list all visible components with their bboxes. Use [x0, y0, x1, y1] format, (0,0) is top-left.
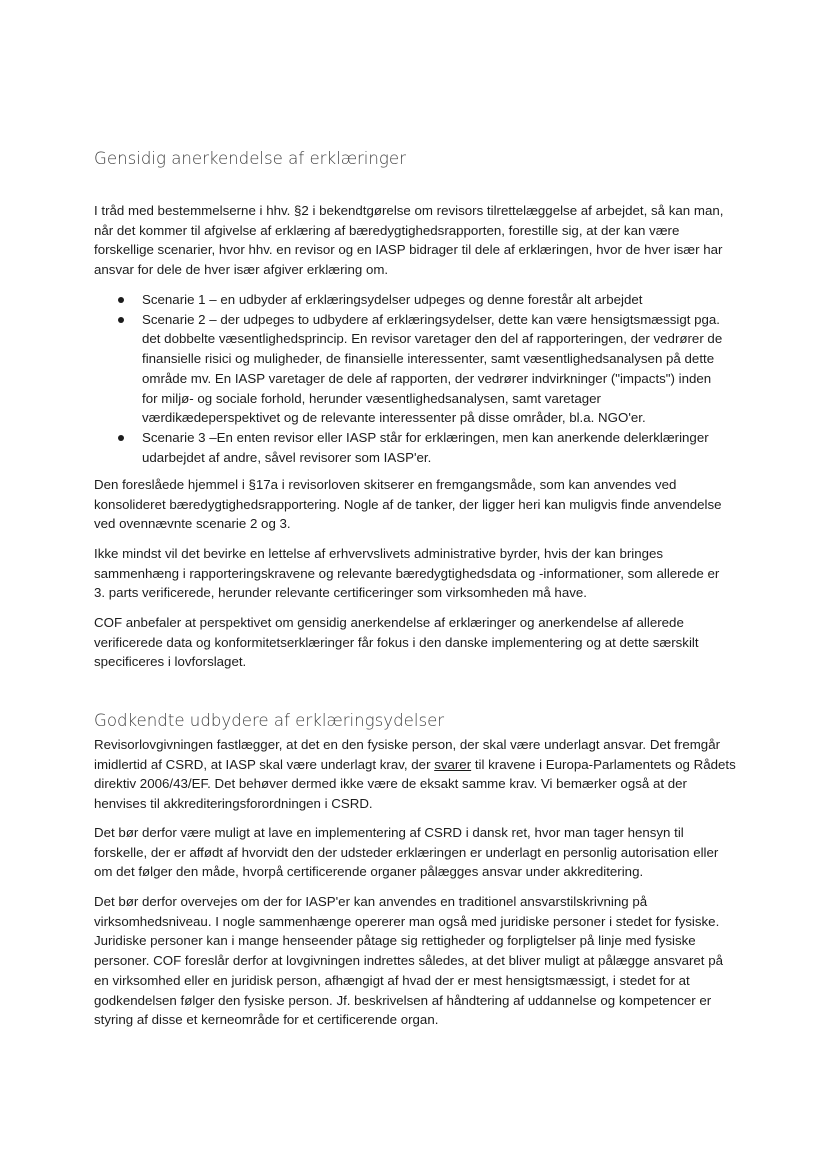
text-line: Den foreslåede hjemmel i §17a i revisorloven skitserer en fremgangsmåde, som kan anvendes ved — [94, 477, 677, 492]
text-fragment: til kravene i Europa-Parlamentets og Rådets — [471, 756, 736, 772]
text-line: Ikke mindst vil det bevirke en lettelse af erhvervslivets administrative byrder, hvis der kan bringes — [94, 546, 664, 561]
text-line: forskellige scenarier, hvor hhv. en revisor og en IASP bidrager til dele af erklæringen, hvor de hver især har — [94, 242, 723, 258]
text-line: personer. COF foreslår derfor at lovgivningen indrettes således, at det bliver muligt at pålægge ansvaret på — [94, 953, 723, 969]
text-line: værdikædeperspektivet og de relevante interessenter på disse områder, bl.a. NGO'er. — [142, 410, 646, 426]
bullet-icon — [118, 317, 124, 323]
text-line: når det kommer til afgivelse af erklæring af bæredygtighedsrapporten, forestille sig, at der kan være — [94, 222, 680, 238]
paragraph-cof-recommendation — [94, 613, 744, 672]
paragraph-administrative-burdens — [94, 544, 744, 603]
text-line: specificeres i lovforslaget. — [94, 654, 247, 670]
text-line — [94, 755, 744, 775]
text-line: ansvar for dele de hver især afgiver erklæring om. — [94, 262, 389, 278]
paragraph-responsibility — [94, 892, 744, 1030]
text-line: udarbejdet af andre, såvel revisorer som IASP'er. — [142, 449, 432, 465]
text-line: godkendelsen følger den fysiske person. Jf. beskrivelsen af håndtering af uddannelse og kompetencer er — [94, 992, 712, 1008]
text-line: en virksomhed eller en juridisk person, afhængigt af hvad der er mest hensigtsmæssigt, i stedet for at — [94, 972, 690, 988]
list-item-scenario-2 — [94, 310, 754, 428]
text-line: virksomhedsniveau. I nogle sammenhænge opererer man også med juridiske personer i stedet for fysiske. — [94, 913, 720, 929]
text-line: Juridiske personer kan i mange henseender påtage sig rettigheder og forpligtelser på linje med fysiske — [94, 933, 696, 949]
scenario-list — [94, 290, 754, 467]
text-line: COF anbefaler at perspektivet om gensidig anerkendelse af erklæringer og anerkendelse af allerede — [94, 615, 684, 630]
text-line: sammenhæng i rapporteringskravene og relevante bæredygtighedsdata og -informationer, som allerede er — [94, 565, 720, 581]
text-line: Revisorlovgivningen fastlægger, at det en den fysiske person, der skal være underlagt ansvar. Det fremgår — [94, 737, 721, 752]
text-line: I tråd med bestemmelserne i hhv. §2 i bekendtgørelse om revisors tilrettelæggelse af arbejdet, så kan man, — [94, 203, 724, 218]
text-line: Scenarie 2 – der udpeges to udbydere af erklæringsydelser, dette kan være hensigtsmæssigt pga. — [142, 311, 721, 327]
text-fragment: imidlertid af CSRD, at IASP skal være underlagt krav, der — [94, 756, 435, 772]
bullet-icon — [118, 435, 124, 441]
text-line: forskelle, der er affødt af hvorvidt den der udsteder erklæringen er underlagt en personlig autorisation eller — [94, 844, 719, 860]
list-item-scenario-3 — [94, 428, 754, 467]
text-line: styring af disse et kerneområde for et certificerende organ. — [94, 1012, 439, 1028]
underlined-word: svarer — [434, 756, 472, 772]
text-line: 3. parts verificerede, herunder relevante certificeringer som virksomheden må have. — [94, 585, 587, 601]
text-line: om det følger den måde, hvorpå certificerende organer pålægges ansvar under akkreditering. — [94, 864, 644, 880]
paragraph-implementation — [94, 823, 744, 882]
text-line: henvises til akkrediteringsforordningen i CSRD. — [94, 796, 373, 812]
section-heading-approved-providers: Godkendte udbydere af erklæringsydelser — [94, 711, 445, 730]
paragraph-hjemmel — [94, 475, 744, 534]
text-line: område mv. En IASP varetager de dele af rapporten, der vedrører indvirkninger ("impacts") inden — [142, 370, 712, 386]
text-line: verificerede data og konformitetserklæringer får fokus i den danske implementering og at dette særskilt — [94, 634, 699, 650]
text-line: finansielle risici og muligheder, de finansielle interessenter, samt væsentlighedsanalysen på dette — [142, 351, 715, 367]
text-line: Det bør derfor være muligt at lave en implementering af CSRD i dansk ret, hvor man tager hensyn til — [94, 825, 684, 840]
bullet-icon — [118, 297, 124, 303]
text-line: for miljø- og sociale forhold, herunder væsentlighedsanalysen, samt varetager — [142, 390, 601, 406]
paragraph-auditor-legislation — [94, 735, 744, 814]
text-line: Scenarie 1 – en udbyder af erklæringsydelser udpeges og denne forestår alt arbejdet — [142, 292, 643, 307]
text-line: Scenarie 3 –En enten revisor eller IASP står for erklæringen, men kan anerkende delerklæringer — [142, 429, 709, 445]
text-line: ved ovennævnte scenarie 2 og 3. — [94, 516, 291, 532]
intro-paragraph — [94, 201, 744, 280]
text-line: Det bør derfor overvejes om der for IASP'er kan anvendes en traditionel ansvarstilskrivning på — [94, 894, 648, 909]
text-line: direktiv 2006/43/EF. Det behøver dermed ikke være de eksakt samme krav. Vi bemærker også at der — [94, 776, 687, 792]
list-item-scenario-1 — [94, 290, 754, 310]
section-heading-mutual-recognition: Gensidig anerkendelse af erklæringer — [94, 149, 406, 168]
text-line: det dobbelte væsentlighedsprincip. En revisor varetager den del af rapporteringen, der vedrører de — [142, 331, 723, 347]
text-line: konsolideret bæredygtighedsrapportering. Nogle af de tanker, der ligger heri kan muligvis finde anvendelse — [94, 496, 722, 512]
